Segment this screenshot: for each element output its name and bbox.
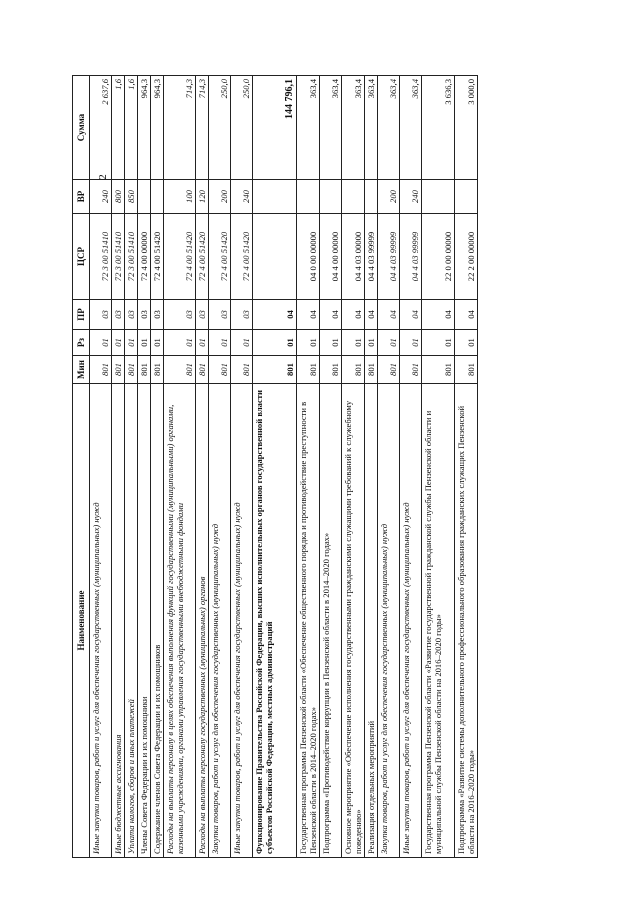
cell-sum: 964,3 xyxy=(151,76,164,180)
cell-min: 801 xyxy=(422,356,455,384)
cell-rz: 01 xyxy=(455,330,478,356)
cell-min: 801 xyxy=(378,356,400,384)
cell-rz: 01 xyxy=(209,330,231,356)
cell-sum: 363,4 xyxy=(378,76,400,180)
cell-name: Реализация отдельных мероприятий xyxy=(365,384,378,858)
cell-csr: 22 2 00 00000 xyxy=(455,214,478,300)
cell-rz: 01 xyxy=(164,330,196,356)
cell-rz: 01 xyxy=(125,330,138,356)
header-min: Мин xyxy=(73,356,90,384)
cell-vr: 200 xyxy=(378,180,400,214)
cell-rz: 01 xyxy=(196,330,209,356)
cell-csr: 72 4 00 51420 xyxy=(151,214,164,300)
cell-vr xyxy=(422,180,455,214)
cell-pr: 04 xyxy=(400,300,422,330)
table-row xyxy=(342,76,365,858)
cell-pr: 03 xyxy=(90,300,112,330)
cell-csr: 04 4 03 99999 xyxy=(400,214,422,300)
table-row xyxy=(253,76,297,858)
cell-name: Закупка товаров, работ и услуг для обеспечения государственных (муниципальных) нужд xyxy=(209,384,231,858)
cell-rz: 01 xyxy=(378,330,400,356)
table-row xyxy=(297,76,320,858)
cell-pr: 03 xyxy=(138,300,151,330)
cell-pr: 03 xyxy=(151,300,164,330)
cell-min: 801 xyxy=(253,356,297,384)
cell-sum: 250,0 xyxy=(209,76,231,180)
cell-pr: 03 xyxy=(231,300,253,330)
cell-vr xyxy=(138,180,151,214)
header-name: Наименование xyxy=(73,384,90,858)
cell-csr: 04 4 00 00000 xyxy=(320,214,342,300)
header-csr: ЦСР xyxy=(73,214,90,300)
cell-min: 801 xyxy=(112,356,125,384)
table-row xyxy=(320,76,342,858)
table-row xyxy=(209,76,231,858)
cell-sum: 1,6 xyxy=(112,76,125,180)
cell-vr: 240 xyxy=(231,180,253,214)
cell-sum: 1,6 xyxy=(125,76,138,180)
cell-sum: 363,4 xyxy=(400,76,422,180)
cell-pr: 04 xyxy=(320,300,342,330)
table-row xyxy=(365,76,378,858)
cell-sum: 714,3 xyxy=(196,76,209,180)
cell-rz: 01 xyxy=(400,330,422,356)
cell-rz: 01 xyxy=(422,330,455,356)
table-row xyxy=(164,76,196,858)
cell-csr: 04 0 00 00000 xyxy=(297,214,320,300)
cell-name: Подпрограмма «Развитие системы дополнительного профессионального образования гражданских служащих Пензенской области на 2016–2020 годы» xyxy=(455,384,478,858)
cell-vr: 200 xyxy=(209,180,231,214)
cell-rz: 01 xyxy=(342,330,365,356)
cell-csr: 72 4 00 51420 xyxy=(196,214,209,300)
cell-min: 801 xyxy=(138,356,151,384)
header-vr: ВР xyxy=(73,180,90,214)
cell-name: Члены Совета Федерации и их помощники xyxy=(138,384,151,858)
cell-vr xyxy=(455,180,478,214)
cell-sum: 250,0 xyxy=(231,76,253,180)
header-sum: Сумма xyxy=(73,76,90,180)
cell-sum: 2 637,6 xyxy=(90,76,112,180)
cell-min: 801 xyxy=(297,356,320,384)
cell-name: Государственная программа Пензенской области «Обеспечение общественного порядка и противодействие преступности в Пензенской области в 2014–2020 годах» xyxy=(297,384,320,858)
page-number: 2 xyxy=(97,174,109,180)
cell-pr: 04 xyxy=(253,300,297,330)
cell-vr: 240 xyxy=(400,180,422,214)
cell-sum: 363,4 xyxy=(297,76,320,180)
cell-name: Расходы на выплаты персоналу в целях обеспечения выполнения функций государственными (муниципальными) органами, казенными учреждениями, органами управления государственными внебюджетными фондами xyxy=(164,384,196,858)
cell-name: Закупка товаров, работ и услуг для обеспечения государственных (муниципальных) нужд xyxy=(378,384,400,858)
cell-vr: 120 xyxy=(196,180,209,214)
table-row xyxy=(125,76,138,858)
cell-name: Государственная программа Пензенской области «Развитие государственной гражданской службы Пензенской области и муниципальной службы Пензенской области на 2016–2020 годы» xyxy=(422,384,455,858)
cell-min: 801 xyxy=(125,356,138,384)
cell-rz: 01 xyxy=(320,330,342,356)
table-row xyxy=(90,76,112,858)
cell-pr: 04 xyxy=(297,300,320,330)
cell-min: 801 xyxy=(90,356,112,384)
table-row xyxy=(231,76,253,858)
cell-min: 801 xyxy=(196,356,209,384)
cell-pr: 03 xyxy=(164,300,196,330)
cell-csr: 72 4 00 51420 xyxy=(164,214,196,300)
cell-pr: 03 xyxy=(112,300,125,330)
budget-table xyxy=(72,75,478,858)
table-row xyxy=(378,76,400,858)
cell-csr xyxy=(253,214,297,300)
cell-name: Иные закупки товаров, работ и услуг для обеспечения государственных (муниципальных) нужд xyxy=(231,384,253,858)
cell-name: Иные бюджетные ассигнования xyxy=(112,384,125,858)
cell-name: Уплата налогов, сборов и иных платежей xyxy=(125,384,138,858)
cell-name: Расходы на выплаты персоналу государственных (муниципальных) органов xyxy=(196,384,209,858)
cell-min: 801 xyxy=(320,356,342,384)
cell-name: Содержание членов Совета Федерации и их помощников xyxy=(151,384,164,858)
cell-min: 801 xyxy=(400,356,422,384)
cell-csr: 72 4 00 00000 xyxy=(138,214,151,300)
cell-csr: 04 4 03 99999 xyxy=(378,214,400,300)
cell-name: Иные закупки товаров, работ и услуг для обеспечения государственных (муниципальных) нужд xyxy=(90,384,112,858)
cell-rz: 01 xyxy=(253,330,297,356)
cell-vr xyxy=(253,180,297,214)
table-row xyxy=(138,76,151,858)
cell-sum: 964,3 xyxy=(138,76,151,180)
cell-min: 801 xyxy=(455,356,478,384)
cell-pr: 04 xyxy=(455,300,478,330)
cell-sum: 144 796,1 xyxy=(253,76,297,180)
cell-min: 801 xyxy=(342,356,365,384)
header-pr: ПР xyxy=(73,300,90,330)
cell-pr: 03 xyxy=(125,300,138,330)
cell-vr xyxy=(365,180,378,214)
cell-name: Основное мероприятие «Обеспечение исполнения государственными гражданскими служащими требований к служебному поведению» xyxy=(342,384,365,858)
cell-min: 801 xyxy=(164,356,196,384)
table-row xyxy=(455,76,478,858)
cell-csr: 72 3 00 51410 xyxy=(90,214,112,300)
cell-min: 801 xyxy=(231,356,253,384)
cell-name: Подпрограмма «Противодействие коррупции в Пензенской области в 2014–2020 годах» xyxy=(320,384,342,858)
cell-sum: 363,4 xyxy=(342,76,365,180)
cell-vr xyxy=(151,180,164,214)
cell-csr: 72 4 00 51420 xyxy=(231,214,253,300)
cell-pr: 03 xyxy=(196,300,209,330)
table-row xyxy=(196,76,209,858)
table-row xyxy=(112,76,125,858)
cell-vr: 100 xyxy=(164,180,196,214)
cell-name: Функционирование Правительства Российской Федерации, высших исполнительных органов государственной власти субъектов Российской Федерации, местных администраций xyxy=(253,384,297,858)
cell-min: 801 xyxy=(365,356,378,384)
cell-min: 801 xyxy=(209,356,231,384)
cell-vr xyxy=(297,180,320,214)
cell-rz: 01 xyxy=(151,330,164,356)
table-header-row xyxy=(73,76,90,858)
cell-vr: 240 xyxy=(90,180,112,214)
table-row xyxy=(151,76,164,858)
header-rz: Рз xyxy=(73,330,90,356)
cell-sum: 363,4 xyxy=(365,76,378,180)
cell-csr: 22 0 00 00000 xyxy=(422,214,455,300)
cell-sum: 714,3 xyxy=(164,76,196,180)
cell-vr xyxy=(342,180,365,214)
cell-rz: 01 xyxy=(297,330,320,356)
table-row xyxy=(400,76,422,858)
table-row xyxy=(422,76,455,858)
cell-sum: 3 000,0 xyxy=(455,76,478,180)
cell-pr: 04 xyxy=(378,300,400,330)
cell-rz: 01 xyxy=(365,330,378,356)
cell-rz: 01 xyxy=(112,330,125,356)
cell-vr xyxy=(320,180,342,214)
cell-vr: 850 xyxy=(125,180,138,214)
cell-pr: 04 xyxy=(342,300,365,330)
cell-rz: 01 xyxy=(90,330,112,356)
table-body xyxy=(90,76,478,858)
cell-min: 801 xyxy=(151,356,164,384)
cell-rz: 01 xyxy=(231,330,253,356)
cell-name: Иные закупки товаров, работ и услуг для обеспечения государственных (муниципальных) нужд xyxy=(400,384,422,858)
cell-csr: 72 3 00 51410 xyxy=(125,214,138,300)
cell-csr: 72 3 00 51410 xyxy=(112,214,125,300)
cell-pr: 03 xyxy=(209,300,231,330)
cell-pr: 04 xyxy=(422,300,455,330)
cell-csr: 72 4 00 51420 xyxy=(209,214,231,300)
cell-sum: 363,4 xyxy=(320,76,342,180)
cell-sum: 3 636,3 xyxy=(422,76,455,180)
cell-vr: 800 xyxy=(112,180,125,214)
cell-csr: 04 4 03 99999 xyxy=(365,214,378,300)
cell-rz: 01 xyxy=(138,330,151,356)
cell-csr: 04 4 03 00000 xyxy=(342,214,365,300)
cell-pr: 04 xyxy=(365,300,378,330)
